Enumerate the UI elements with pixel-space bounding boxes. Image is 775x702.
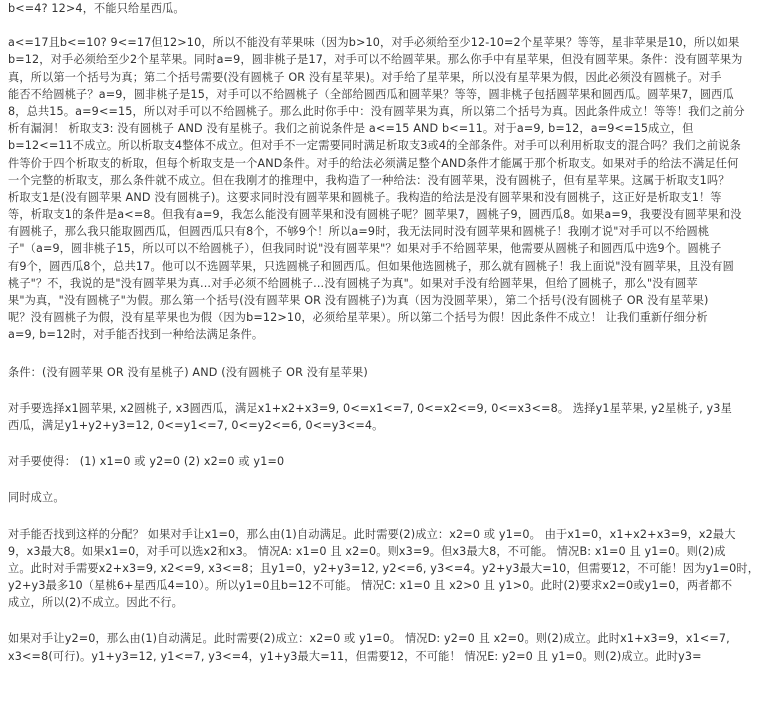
paragraph-2 [8,34,775,343]
text-line: 8，总共15。a=9<=15，所以对手可以不给圆桃子。那么此时你手中：没有圆苹果为真，所以第二个括号为真。因此条件成立！等等！我们之前分 [8,104,745,118]
text-line: b=12<=11不成立。所以析取支4整体不成立。但对手不一定需要同时满足析取支3或4的全部条件。对手可以利用析取支的混合吗？我们之前说条 [8,139,741,153]
text-line: 同时成立。 [8,491,65,505]
text-line: 析有漏洞！ 析取支3: 没有圆桃子 AND 没有星桃子。我们之前说条件是 a<=15 AND b<=11。对于a=9, b=12，a=9<=15成立，但 [8,122,694,136]
document-body [8,0,775,665]
text-line: 真，所以第一个括号为真；第二个括号需要(没有圆桃子 OR 没有星苹果)。对手给了星苹果，所以没有星苹果为假，因此必须没有圆桃子。对手 [8,70,722,84]
text-line: 条件：(没有圆苹果 OR 没有星桃子) AND (没有圆桃子 OR 没有星苹果) [8,365,368,379]
text-line: a=9, b=12时，对手能否找到一种给法满足条件。 [8,328,264,342]
paragraph-6 [8,526,775,612]
text-line: x3<=8(可行)。y1+y3=12, y1<=7, y3<=4，y1+y3最大=11，但需要12，不可能！ 情况E: y2=0 且 y1=0。则(2)成立。此时y3= [8,649,702,663]
text-line: b=12，对手必须给至少2个星苹果。同时a=9，圆非桃子是17，对手可以不给圆苹果。那么你手中有星苹果，但没有圆苹果。条件：没有圆苹果为 [8,53,743,67]
text-line: 件等价于四个析取支的析取，但每个析取支是一个AND条件。对手的给法必须满足整个AND条件才能属于那个析取支。如果对手的给法不满足任何 [8,156,739,170]
text-line: 有圆桃子，那么我只能取圆西瓜，但圆西瓜只有8个，不够9个！所以a=9时，我无法同时没有圆苹果和圆桃子！我刚才说"对手可以不给圆桃 [8,225,710,239]
text-line: 成立，所以(2)不成立。因此不行。 [8,596,184,610]
text-line: 9，x3最大8。如果x1=0，对手可以选x2和x3。 情况A: x1=0 且 x2=0。则x3=9。但x3最大8，不可能。 情况B: x1=0 且 y1=0。则(2)成 [8,544,726,558]
text-line: 对手要使得： (1) x1=0 或 y2=0 (2) x2=0 或 y1=0 [8,455,285,469]
text-line: 子"（a=9，圆非桃子15，所以可以不给圆桃子），但我同时说"没有圆苹果"？如果对手不给圆苹果，他需要从圆桃子和圆西瓜中选9个。圆桃子 [8,242,722,256]
paragraph-7 [8,630,775,664]
paragraph-4 [8,453,775,470]
text-line: 如果对手让y2=0，那么由(1)自动满足。此时需要(2)成立：x2=0 或 y1=0。 情况D: y2=0 且 x2=0。则(2)成立。此时x1+x3=9，x1<=7, [8,632,730,646]
text-line: 能否不给圆桃子？a=9，圆非桃子是15，对手可以不给圆桃子（全部给圆西瓜和圆苹果？等等，圆非桃子包括圆苹果和圆西瓜。圆苹果7，圆西瓜 [8,87,734,101]
text-line: 等，析取支1的条件是a<=8。但我有a=9，我怎么能没有圆苹果和没有圆桃子呢？圆苹果7，圆桃子9，圆西瓜8。如果a=9，我要没有圆苹果和没 [8,208,742,222]
text-line: 果"为真，"没有圆桃子"为假。那么第一个括号(没有圆苹果 OR 没有圆桃子)为真（因为没圆苹果），第二个括号(没有圆桃子 OR 没有星苹果) [8,294,709,307]
text-line: a<=17且b<=10? 9<=17但12>10，所以不能没有苹果味（因为b>10，对手必须给至少12-10=2个星苹果？等等，星非苹果是10，所以如果 [8,36,740,50]
paragraph-5 [8,489,775,506]
text-line: 一个完整的析取支，那么条件就不成立。但在我刚才的推理中，我构造了一种给法：没有圆苹果，没有圆桃子，但有星苹果。这属于析取支1吗？ [8,173,730,187]
paragraph-3 [8,400,775,434]
paragraph-1 [8,0,775,17]
text-line: 西瓜，满足y1+y2+y3=12, 0<=y1<=7, 0<=y2<=6, 0<=y3<=4。 [8,418,384,432]
text-line: y2+y3最多10（星桃6+星西瓜4=10）。所以y1=0且b=12不可能。 情况C: x1=0 且 x2>0 且 y1>0。此时(2)要求x2=0或y1=0，两者都不 [8,579,733,593]
text-line: b<=4? 12>4，不能只给星西瓜。 [8,2,185,15]
text-line: 对手能否找到这样的分配？ 如果对手让x1=0，那么由(1)自动满足。此时需要(2)成立：x2=0 或 y1=0。 由于x1=0，x1+x2+x3=9，x2最大 [8,527,736,541]
text-line: 立。此时对手需要x2+x3=9, x2<=9, x3<=8；且y1=0，y2+y3=12, y2<=6, y3<=4。y2+y3最大=10，但需要12，不可能！因为y1=0时， [8,561,760,575]
condition-statement [8,364,775,381]
text-line: 有9个，圆西瓜8个，总共17。他可以不选圆苹果，只选圆桃子和圆西瓜。但如果他选圆桃子，那么就有圆桃子！我上面说"没有圆苹果，且没有圆 [8,259,734,273]
text-line: 呢？没有圆桃子为假，没有星苹果也为假（因为b=12>10，必须给星苹果）。所以第二个括号为假！因此条件不成立！ 让我们重新仔细分析 [8,311,708,325]
text-line: 析取支1是(没有圆苹果 AND 没有圆桃子)。这要求同时没有圆苹果和圆桃子。我构造的给法是没有圆苹果和没有圆桃子，这正好是析取支1！等 [8,190,722,204]
text-line: 对手要选择x1圆苹果, x2圆桃子, x3圆西瓜，满足x1+x2+x3=9, 0<=x1<=7, 0<=x2<=9, 0<=x3<=8。 选择y1星苹果, y2星桃子, y3星 [8,401,732,415]
text-line: 桃子"？不，我说的是"没有圆苹果为真...对手必须不给圆桃子...没有圆桃子为真"。如果对手没有给圆苹果，但给了圆桃子，那么"没有圆苹 [8,276,698,290]
